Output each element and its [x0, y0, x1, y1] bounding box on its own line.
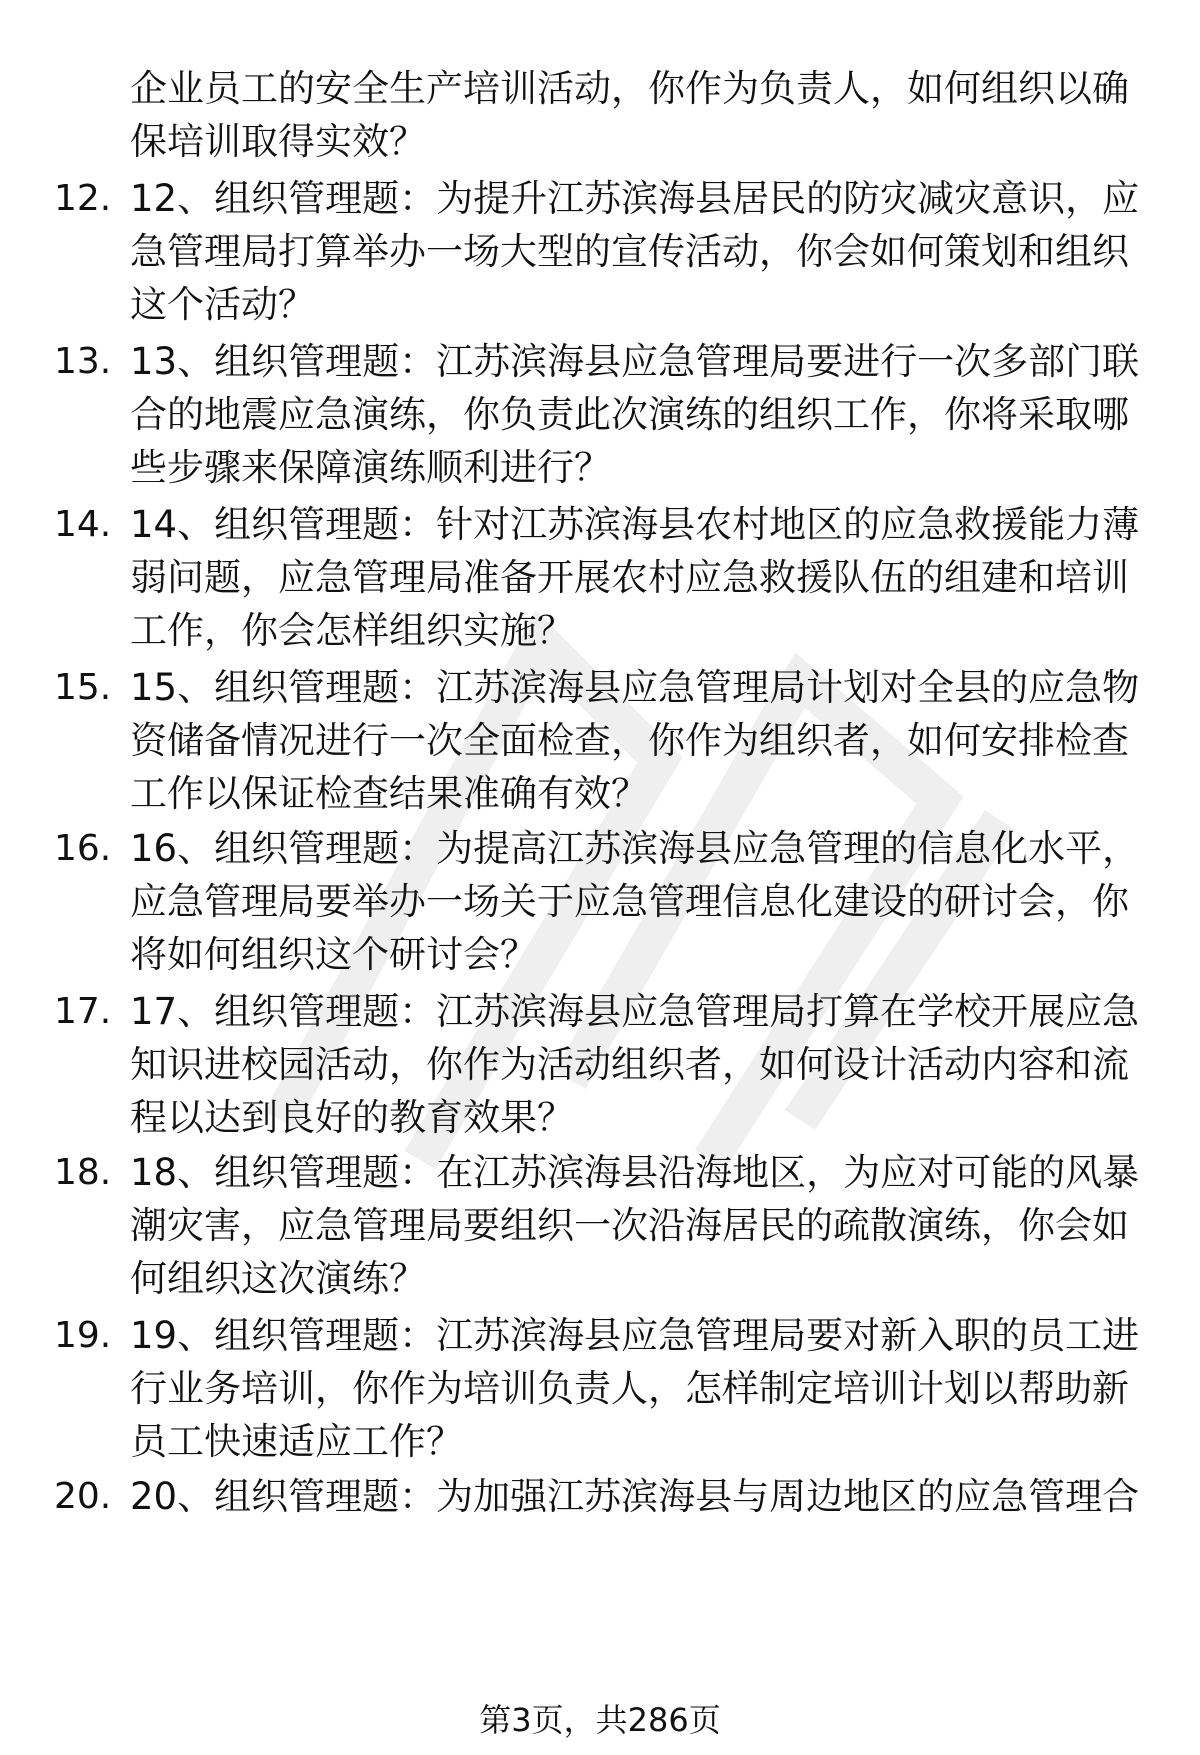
question-number: 13.: [54, 341, 112, 382]
question-number: 15.: [54, 667, 112, 708]
question-number: 18.: [54, 1152, 112, 1193]
question-number: 17.: [54, 991, 112, 1032]
question-text: 13、组织管理题：江苏滨海县应急管理局要进行一次多部门联合的地震应急演练，你负责此次演练的组织工作，你将采取哪些步骤来保障演练顺利进行？: [130, 340, 1140, 489]
question-text: 20、组织管理题：为加强江苏滨海县与周边地区的应急管理合: [130, 1475, 1140, 1518]
question-text: 12、组织管理题：为提升江苏滨海县居民的防灾减灾意识，应急管理局打算举办一场大型的宣传活动，你会如何策划和组织这个活动？: [130, 177, 1140, 326]
question-text: 19、组织管理题：江苏滨海县应急管理局要对新入职的员工进行业务培训，你作为培训负责人，怎样制定培训计划以帮助新员工快速适应工作？: [130, 1314, 1140, 1463]
question-number: 14.: [54, 504, 112, 545]
question-number: 20.: [54, 1476, 112, 1517]
question-text: 17、组织管理题：江苏滨海县应急管理局打算在学校开展应急知识进校园活动，你作为活动组织者，如何设计活动内容和流程以达到良好的教育效果？: [130, 990, 1140, 1139]
question-text: 15、组织管理题：江苏滨海县应急管理局计划对全县的应急物资储备情况进行一次全面检查，你作为组织者，如何安排检查工作以保证检查结果准确有效？: [130, 666, 1140, 815]
question-text: 14、组织管理题：针对江苏滨海县农村地区的应急救援能力薄弱问题，应急管理局准备开展农村应急救援队伍的组建和培训工作，你会怎样组织实施？: [130, 503, 1140, 652]
question-number: 12.: [54, 178, 112, 219]
question-number: 19.: [54, 1315, 112, 1356]
lead-paragraph: 企业员工的安全生产培训活动，你作为负责人，如何组织以确保培训取得实效？: [130, 67, 1129, 163]
question-text: 18、组织管理题：在江苏滨海县沿海地区，为应对可能的风暴潮灾害，应急管理局要组织一次沿海居民的疏散演练，你会如何组织这次演练？: [130, 1151, 1140, 1300]
question-number: 16.: [54, 828, 112, 869]
page-footer: 第3页，共286页: [479, 1701, 721, 1739]
question-text: 16、组织管理题：为提高江苏滨海县应急管理的信息化水平，应急管理局要举办一场关于应急管理信息化建设的研讨会，你将如何组织这个研讨会？: [130, 827, 1140, 976]
